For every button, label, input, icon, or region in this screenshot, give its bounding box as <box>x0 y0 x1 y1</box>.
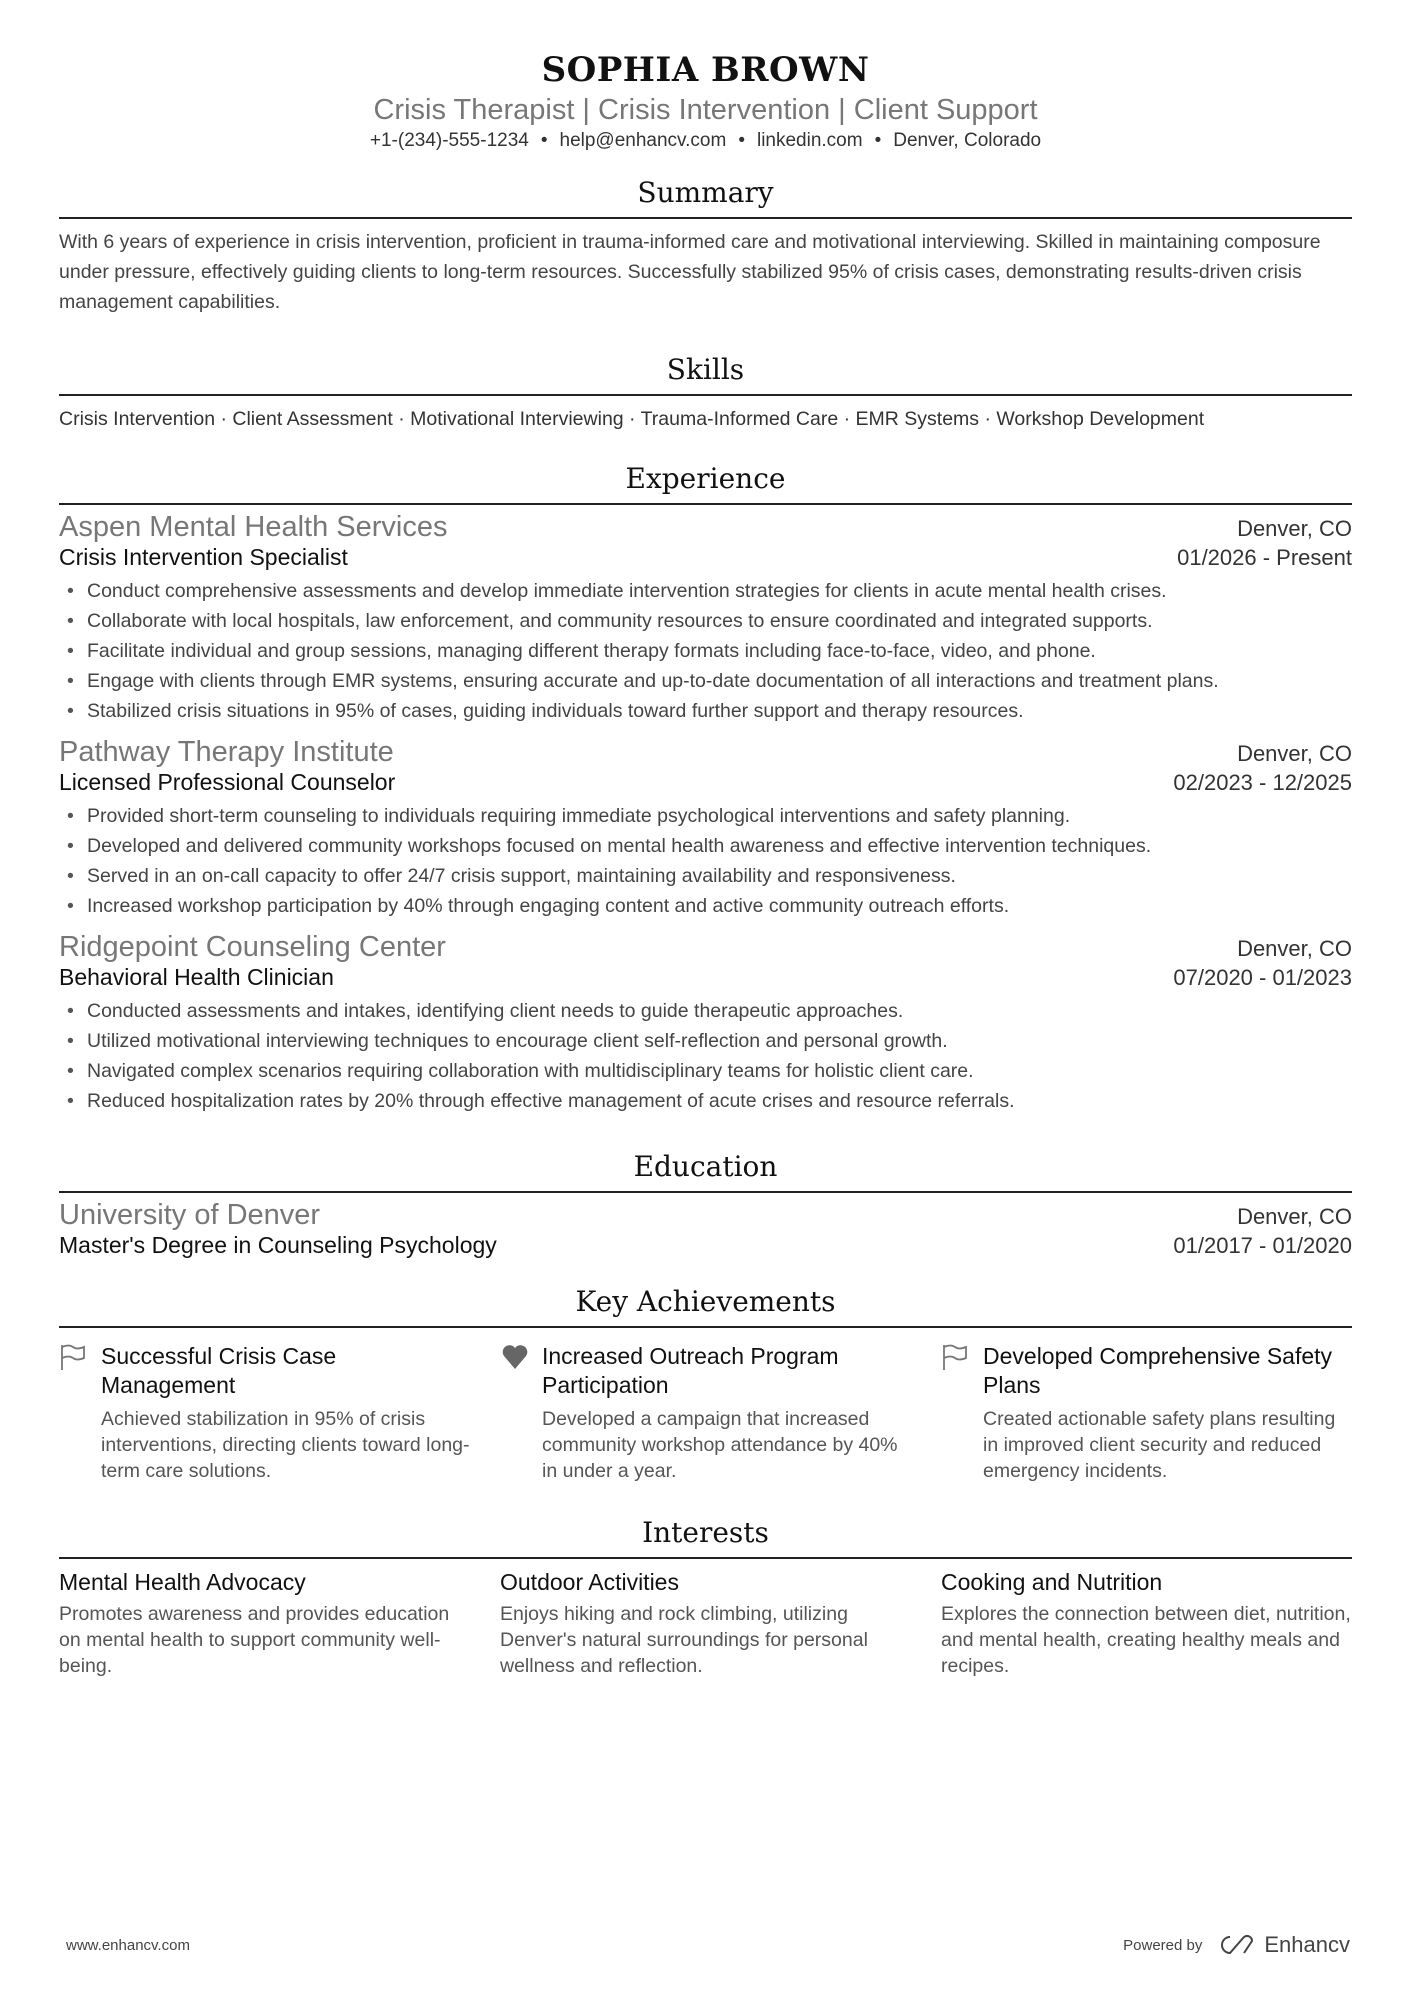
interest-title: Outdoor Activities <box>500 1569 679 1595</box>
job-location: Denver, CO <box>1237 936 1352 961</box>
job-entry <box>59 931 1352 1116</box>
bullet-item: • Engage with clients through EMR systems, ensuring accurate and up-to-date documentation of all interactions and treatment plans. <box>59 666 1352 696</box>
resume <box>59 0 1352 1679</box>
bullet-item: • Developed and delivered community workshops focused on mental health awareness and effective intervention techniques. <box>59 831 1352 861</box>
powered-by <box>1123 1932 1350 1958</box>
job-bullets <box>59 996 1352 1116</box>
job-bullets <box>59 801 1352 921</box>
job-dates: 01/2026 - Present <box>1177 545 1352 570</box>
flag-icon <box>59 1342 101 1484</box>
bullet-item: • Collaborate with local hospitals, law enforcement, and community resources to ensure coordinated and integrated supports. <box>59 606 1352 636</box>
job-entry <box>59 736 1352 921</box>
candidate-title: Crisis Therapist | Crisis Intervention | Client Support <box>373 94 1038 126</box>
achievement-title: Developed Comprehensive Safety Plans <box>983 1343 1333 1398</box>
interests-section <box>59 1516 1352 1679</box>
location: Denver, Colorado <box>893 130 1042 151</box>
header <box>59 50 1352 152</box>
bullet-item: • Reduced hospitalization rates by 20% through effective management of acute crises and resource referrals. <box>59 1086 1352 1116</box>
enhancv-logo[interactable] <box>1216 1932 1350 1958</box>
experience-section <box>59 462 1352 1116</box>
bullet-item: • Conduct comprehensive assessments and develop immediate intervention strategies for clients in acute mental health crises. <box>59 576 1352 606</box>
summary-text: With 6 years of experience in crisis intervention, proficient in trauma-informed care and motivational interviewing. Skilled in maintaining composure under pressure, effectively guiding clients to long-term resources. Successfully stabilized 95% of crisis cases, demonstrating results-driven crisis management capabilities. <box>59 231 1321 313</box>
interest-title: Cooking and Nutrition <box>941 1569 1163 1595</box>
bullet-item: • Conducted assessments and intakes, identifying client needs to guide therapeutic approaches. <box>59 996 1352 1026</box>
achievement-desc: Achieved stabilization in 95% of crisis interventions, directing clients toward long-term care solutions. <box>101 1408 470 1482</box>
interest-item <box>500 1567 911 1679</box>
job-location: Denver, CO <box>1237 741 1352 766</box>
achievement-desc: Created actionable safety plans resulting in improved client security and reduced emergency incidents. <box>983 1408 1336 1482</box>
enhancv-logo-icon <box>1216 1933 1256 1957</box>
email[interactable]: help@enhancv.com <box>559 130 727 151</box>
linkedin[interactable]: linkedin.com <box>756 130 863 151</box>
bullet-item: • Utilized motivational interviewing techniques to encourage client self-reflection and personal growth. <box>59 1026 1352 1056</box>
section-heading: Education <box>59 1150 1352 1193</box>
job-role: Crisis Intervention Specialist <box>59 544 348 570</box>
flag-icon <box>941 1342 983 1484</box>
interest-desc: Promotes awareness and provides education on mental health to support community well-being. <box>59 1603 450 1677</box>
heart-icon <box>500 1342 542 1484</box>
job-location: Denver, CO <box>1237 516 1352 541</box>
section-heading: Experience <box>59 462 1352 505</box>
job-role: Licensed Professional Counselor <box>59 769 396 795</box>
section-heading: Skills <box>59 353 1352 396</box>
achievements-section <box>59 1285 1352 1484</box>
bullet-item: • Facilitate individual and group sessions, managing different therapy formats including face-to-face, video, and phone. <box>59 636 1352 666</box>
interest-title: Mental Health Advocacy <box>59 1569 306 1595</box>
enhancv-brand: Enhancv <box>1264 1932 1350 1957</box>
skills-section <box>59 353 1352 434</box>
job-role: Behavioral Health Clinician <box>59 964 334 990</box>
achievement-item <box>941 1342 1352 1484</box>
achievement-title: Successful Crisis Case Management <box>101 1343 337 1398</box>
company-name: Pathway Therapy Institute <box>59 736 394 768</box>
bullet-item: • Navigated complex scenarios requiring collaboration with multidisciplinary teams for holistic client care. <box>59 1056 1352 1086</box>
section-heading: Key Achievements <box>59 1285 1352 1328</box>
company-name: Ridgepoint Counseling Center <box>59 931 446 963</box>
interest-desc: Explores the connection between diet, nutrition, and mental health, creating healthy meals and recipes. <box>941 1603 1351 1677</box>
footer <box>66 1932 1350 1958</box>
contact-line: +1-(234)-555-1234 • help@enhancv.com • linkedin.com • Denver, Colorado <box>369 130 1042 151</box>
education-section <box>59 1150 1352 1259</box>
school-name: University of Denver <box>59 1199 321 1231</box>
job-bullets <box>59 576 1352 726</box>
interest-desc: Enjoys hiking and rock climbing, utilizing Denver's natural surroundings for personal wellness and reflection. <box>500 1603 868 1677</box>
job-dates: 07/2020 - 01/2023 <box>1173 965 1352 990</box>
bullet-item: • Increased workshop participation by 40% through engaging content and active community outreach efforts. <box>59 891 1352 921</box>
bullet-item: • Stabilized crisis situations in 95% of cases, guiding individuals toward further support and therapy resources. <box>59 696 1352 726</box>
job-dates: 02/2023 - 12/2025 <box>1173 770 1352 795</box>
bullet-item: • Provided short-term counseling to individuals requiring immediate psychological interventions and safety planning. <box>59 801 1352 831</box>
bullet-item: • Served in an on-call capacity to offer 24/7 crisis support, maintaining availability and responsiveness. <box>59 861 1352 891</box>
summary-section <box>59 176 1352 317</box>
footer-website[interactable]: www.enhancv.com <box>66 1936 190 1954</box>
phone: +1-(234)-555-1234 <box>369 130 529 151</box>
powered-by-label: Powered by <box>1123 1936 1203 1954</box>
company-name: Aspen Mental Health Services <box>59 511 448 543</box>
degree: Master's Degree in Counseling Psychology <box>59 1232 497 1258</box>
interest-item <box>59 1567 470 1679</box>
achievement-item <box>59 1342 470 1484</box>
section-heading: Interests <box>59 1516 1352 1559</box>
achievement-item <box>500 1342 911 1484</box>
candidate-name: SOPHIA BROWN <box>541 50 870 90</box>
achievement-title: Increased Outreach Program Participation <box>542 1343 839 1398</box>
school-location: Denver, CO <box>1237 1204 1352 1229</box>
skills-list: Crisis Intervention · Client Assessment · Motivational Interviewing · Trauma-Informed Care · EMR Systems · Workshop Development <box>59 408 1205 430</box>
job-entry <box>59 511 1352 726</box>
achievement-desc: Developed a campaign that increased community workshop attendance by 40% in under a year. <box>542 1408 898 1482</box>
education-dates: 01/2017 - 01/2020 <box>1173 1233 1352 1258</box>
interest-item <box>941 1567 1352 1679</box>
section-heading: Summary <box>59 176 1352 219</box>
